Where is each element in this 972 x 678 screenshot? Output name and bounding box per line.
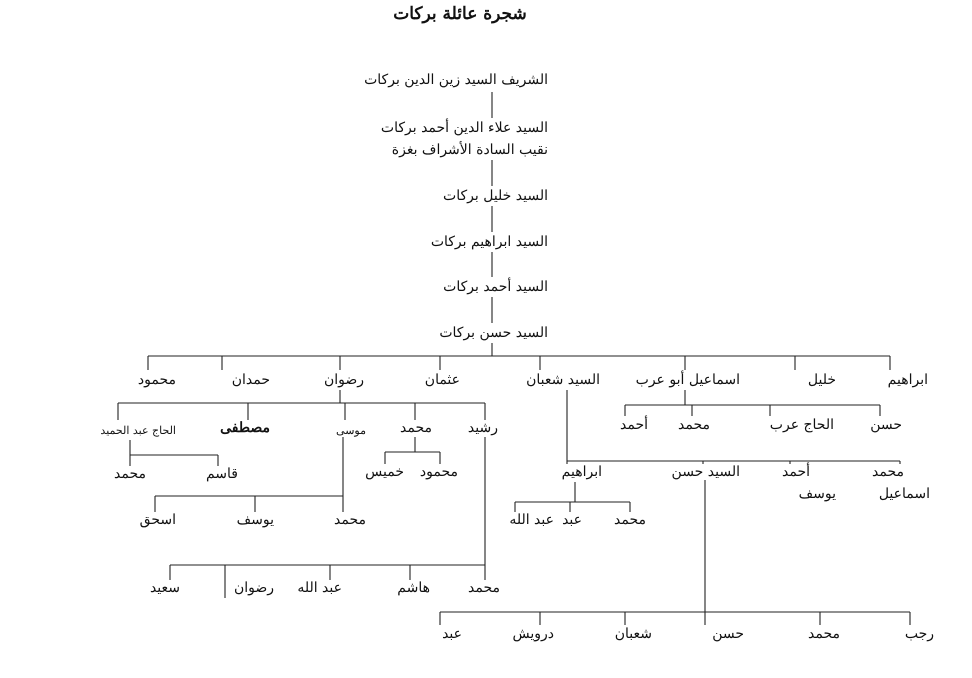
shaban-child-ibrahim: ابراهيم: [561, 464, 602, 480]
ibrahim-child-mohammad: محمد: [614, 512, 646, 528]
node-alaa-title: نقيب السادة الأشراف بغزة: [391, 142, 548, 158]
radwan-child-haj-abdulhamid: الحاج عبد الحميد: [100, 424, 176, 437]
son-hamdan: حمدان: [231, 372, 270, 388]
node-alaa: السيد علاء الدين أحمد بركات: [380, 120, 548, 136]
shaban-child-mohammad: محمد: [872, 464, 904, 480]
shaban-child-sayyid-hasan: السيد حسن: [671, 464, 740, 480]
sh-child-abed: عبد: [442, 626, 462, 642]
ibrahim-child-abdallah: عبد الله: [509, 512, 554, 528]
mousa-child-mohammad: محمد: [334, 512, 366, 528]
ismail-child-haj-arab: الحاج عرب: [769, 417, 834, 433]
son-ismail: اسماعيل أبو عرب: [635, 372, 740, 388]
sh-child-darwish: درويش: [512, 626, 554, 642]
node-ibrahim: السيد ابراهيم بركات: [430, 234, 548, 250]
rashid-child-radwan: رضوان: [233, 580, 274, 596]
node-zain: الشريف السيد زين الدين بركات: [364, 72, 548, 88]
son-mahmoud: محمود: [137, 372, 176, 388]
page-title: شجرة عائلة بركات: [393, 4, 527, 24]
son-othman: عثمان: [424, 372, 460, 388]
ibrahim-child-abed: عبد: [562, 512, 582, 528]
radwan-child-rashid: رشيد: [467, 420, 498, 436]
node-khalil: السيد خليل بركات: [443, 188, 548, 204]
grandchild-yousef: يوسف: [798, 486, 836, 502]
mousa-child-yousef: يوسف: [236, 512, 274, 528]
haj-child-mohammad: محمد: [114, 466, 146, 482]
sh-child-rajab: رجب: [904, 626, 934, 642]
rashid-child-hashem: هاشم: [397, 580, 430, 596]
rashid-child-saeed: سعيد: [149, 580, 180, 596]
sh-child-hasan: حسن: [712, 626, 744, 642]
son-shaban: السيد شعبان: [526, 372, 600, 388]
rashid-child-mohammad: محمد: [468, 580, 500, 596]
haj-child-qasem: قاسم: [205, 466, 238, 482]
son-khalil: خليل: [807, 372, 836, 388]
radwan-child-mustafa: مصطفى: [220, 420, 270, 436]
radwan-child-mousa: موسى: [336, 424, 366, 437]
ismail-child-hasan: حسن: [870, 417, 902, 433]
mohammad-child-khamis: خميس: [365, 464, 404, 480]
node-hasan: السيد حسن بركات: [439, 325, 548, 341]
mohammad-child-mahmoud: محمود: [419, 464, 458, 480]
sh-child-shaban: شعبان: [614, 626, 652, 642]
son-radwan: رضوان: [323, 372, 364, 388]
radwan-child-mohammad: محمد: [400, 420, 432, 436]
ismail-child-mohammad: محمد: [678, 417, 710, 433]
rashid-child-abdallah: عبد الله: [297, 580, 342, 596]
node-ahmad: السيد أحمد بركات: [443, 279, 548, 295]
sh-child-mohammad: محمد: [808, 626, 840, 642]
shaban-child-ahmad: أحمد: [782, 464, 810, 480]
son-ibrahim: ابراهيم: [887, 372, 928, 388]
grandchild-ismail: اسماعيل: [878, 486, 930, 502]
ismail-child-ahmad: أحمد: [620, 417, 648, 433]
mousa-child-ishaq: اسحق: [139, 512, 176, 528]
